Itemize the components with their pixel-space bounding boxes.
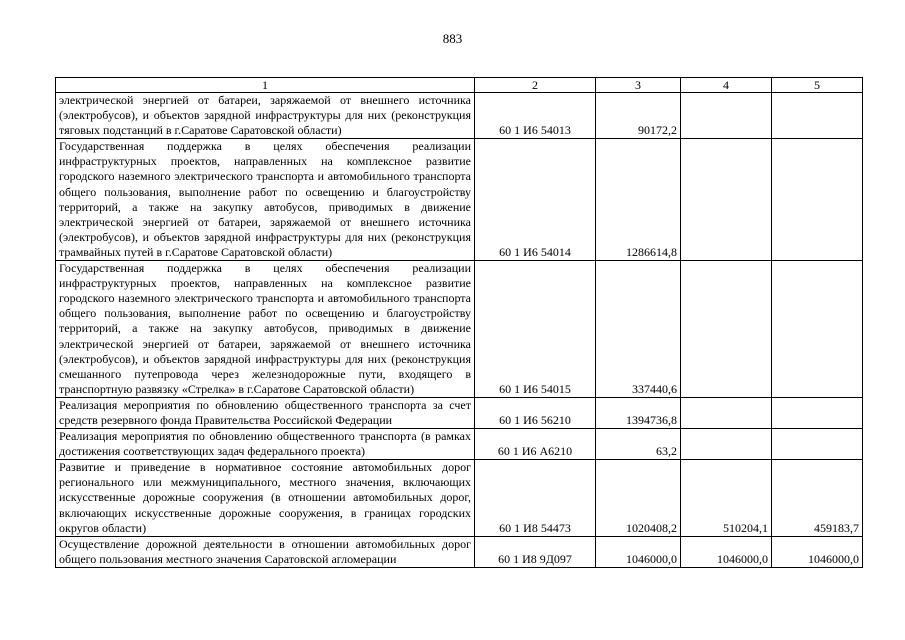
row-value-col-5 xyxy=(772,93,863,139)
table-row xyxy=(56,536,863,567)
row-name: Реализация мероприятия по обновлению общественного транспорта (в рамках достижения соответствующих задач федерального проекта) xyxy=(56,429,475,460)
row-value-col-3: 1046000,0 xyxy=(596,536,681,567)
row-code: 60 1 И6 54015 xyxy=(475,261,596,398)
row-name: электрической энергией от батареи, заряжаемой от внешнего источника (электробусов), и объектов зарядной инфраструктуры для них (реконструкция тяговых подстанций в г.Саратове Саратовской области) xyxy=(56,93,475,139)
row-code: 60 1 И8 54473 xyxy=(475,460,596,536)
header-col-4: 4 xyxy=(681,78,772,93)
row-value-col-3: 90172,2 xyxy=(596,93,681,139)
budget-table xyxy=(55,77,863,568)
header-col-3: 3 xyxy=(596,78,681,93)
row-value-col-3: 337440,6 xyxy=(596,261,681,398)
table-header-row xyxy=(56,78,863,93)
row-code: 60 1 И6 56210 xyxy=(475,397,596,428)
row-name: Государственная поддержка в целях обеспечения реализации инфраструктурных проектов, направленных на комплексное развитие городского наземного электрического транспорта и автомобильного транспорта общего пользования, выполнение работ по освещению и благоустройству территорий, а также на закупку автобусов, приводимых в движение электрической энергией от батареи, заряжаемой от внешнего источника (электробусов), и объектов зарядной инфраструктуры для них (реконструкция смешанного путепровода через железнодорожные пути, входящего в транспортную развязку «Стрелка» в г.Саратове Саратовской области) xyxy=(56,261,475,398)
table-row xyxy=(56,429,863,460)
row-name: Развитие и приведение в нормативное состояние автомобильных дорог регионального или межмуниципального, местного значения, включающих искусственные дорожные сооружения (в отношении автомобильных дорог, включающих искусственные дорожные сооружения, в границах городских округов области) xyxy=(56,460,475,536)
row-code: 60 1 И6 А6210 xyxy=(475,429,596,460)
table-row xyxy=(56,397,863,428)
row-name: Осуществление дорожной деятельности в отношении автомобильных дорог общего пользования местного значения Саратовской агломерации xyxy=(56,536,475,567)
row-value-col-4 xyxy=(681,429,772,460)
header-col-1: 1 xyxy=(56,78,475,93)
header-col-2: 2 xyxy=(475,78,596,93)
row-value-col-4 xyxy=(681,261,772,398)
row-value-col-4 xyxy=(681,397,772,428)
row-value-col-3: 63,2 xyxy=(596,429,681,460)
table-row xyxy=(56,261,863,398)
row-value-col-4 xyxy=(681,93,772,139)
row-value-col-5 xyxy=(772,397,863,428)
row-value-col-5: 459183,7 xyxy=(772,460,863,536)
row-name: Государственная поддержка в целях обеспечения реализации инфраструктурных проектов, направленных на комплексное развитие городского наземного электрического транспорта и автомобильного транспорта общего пользования, выполнение работ по освещению и благоустройству территорий, а также на закупку автобусов, приводимых в движение электрической энергией от батареи, заряжаемой от внешнего источника (электробусов), и объектов зарядной инфраструктуры для них (реконструкция трамвайных путей в г.Саратове Саратовской области) xyxy=(56,139,475,261)
row-value-col-5 xyxy=(772,261,863,398)
row-value-col-5 xyxy=(772,429,863,460)
row-value-col-5: 1046000,0 xyxy=(772,536,863,567)
row-code: 60 1 И8 9Д097 xyxy=(475,536,596,567)
row-value-col-4 xyxy=(681,139,772,261)
row-code: 60 1 И6 54014 xyxy=(475,139,596,261)
row-code: 60 1 И6 54013 xyxy=(475,93,596,139)
row-value-col-3: 1394736,8 xyxy=(596,397,681,428)
header-col-5: 5 xyxy=(772,78,863,93)
row-value-col-3: 1286614,8 xyxy=(596,139,681,261)
page-number: 883 xyxy=(442,31,463,46)
row-value-col-4: 1046000,0 xyxy=(681,536,772,567)
row-value-col-5 xyxy=(772,139,863,261)
table-row xyxy=(56,460,863,536)
table-row xyxy=(56,139,863,261)
table-row xyxy=(56,93,863,139)
row-name: Реализация мероприятия по обновлению общественного транспорта за счет средств резервного фонда Правительства Российской Федерации xyxy=(56,397,475,428)
row-value-col-3: 1020408,2 xyxy=(596,460,681,536)
row-value-col-4: 510204,1 xyxy=(681,460,772,536)
